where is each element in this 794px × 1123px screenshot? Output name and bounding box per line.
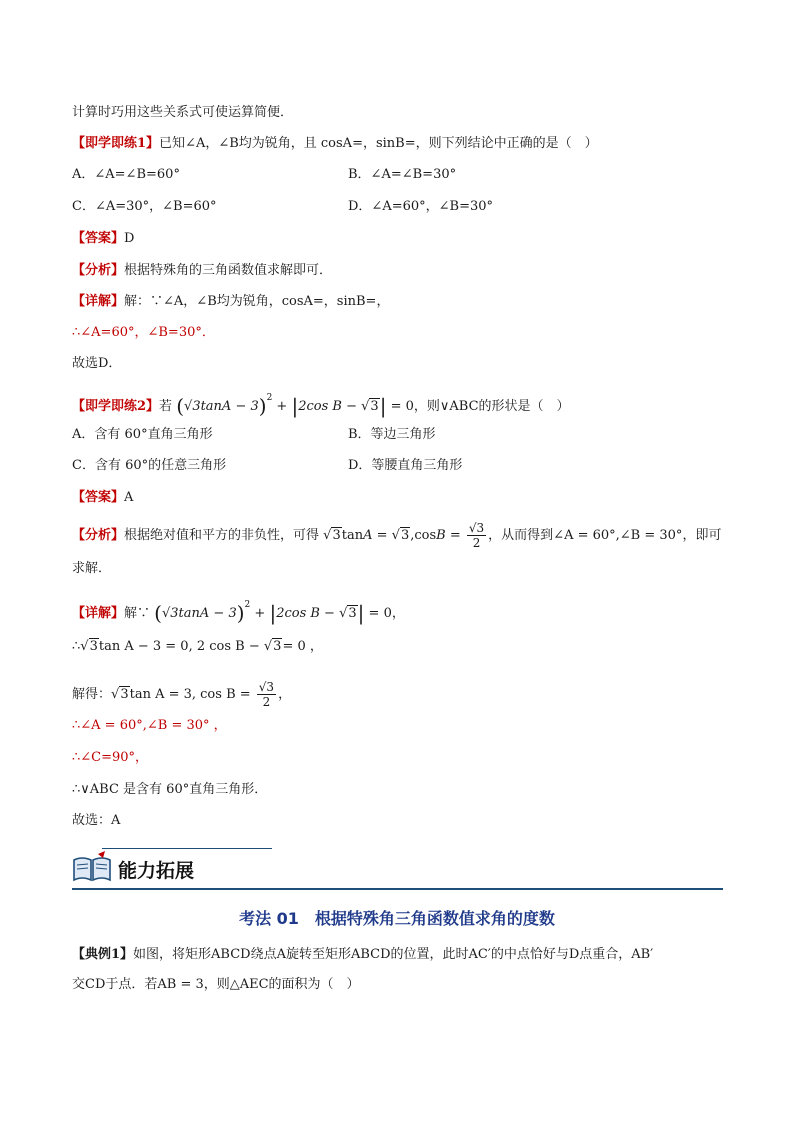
example-line2: 交CD于点．若AB = 3，则△AEC的面积为（ ） <box>72 977 360 992</box>
q1-detail-text: 解：∵∠A，∠B均为锐角，cosA=，sinB=， <box>124 294 390 309</box>
q2-analysis: 【分析】根据绝对值和平方的非负性，可得 √3tanA = √3,cosB = $\frac{√3}{2}$ ，从而得到∠A = 60°,∠B = 30°，即可 <box>72 521 722 550</box>
q1-analysis <box>72 262 332 280</box>
q2-choose: 故选：A <box>72 813 121 828</box>
q2-tag: 【即学即练2】 <box>72 399 160 414</box>
q2-option-c: C．含有 60°的任意三角形 <box>72 458 227 473</box>
q1-answer-tag: 【答案】 <box>72 231 125 246</box>
q2-step4: ∴∠C=90°， <box>72 750 149 765</box>
q2-answer-value: A <box>124 490 134 505</box>
example-line1 <box>72 946 653 964</box>
q1-answer-value: D <box>124 231 135 246</box>
q2-detail-expr-c: 3 <box>348 606 357 621</box>
q2-stem-post: = 0，则∨ABC的形状是（ ） <box>390 399 570 414</box>
q1-analysis-tag: 【分析】 <box>72 263 125 278</box>
q1-detail <box>72 293 389 311</box>
q2-option-a: A．含有 60°直角三角形 <box>72 427 213 442</box>
q2-stem-line: 【即学即练2】若 $(√3\tan A - 3)^2 + |2\cos$ B − √3| = 0，则∨ABC的形状是（ ） <box>72 393 570 418</box>
q2-option-d: D．等腰直角三角形 <box>348 458 463 473</box>
intro-text: 计算时巧用这些关系式可使运算简便． <box>72 105 294 120</box>
q2-detail: 【详解】解∵ $(√3\tan A - 3)^2 + |2\cos$ B − √3| = 0， <box>72 600 405 625</box>
ability-banner <box>72 848 723 890</box>
q2-step1-end: = 0 ， <box>282 639 323 654</box>
q1-option-d: D．∠A=60°，∠B=30° <box>348 199 494 214</box>
q1-tag: 【即学即练1】 <box>72 136 160 151</box>
q2-answer <box>72 489 133 507</box>
q1-option-b: B．∠A=∠B=30° <box>348 167 457 182</box>
q2-step2-pre: 解得： <box>72 687 112 702</box>
section-title: 考法 01 根据特殊角三角函数值求角的度数 <box>239 909 555 928</box>
q2-analysis-pre: 根据绝对值和平方的非负性，可得 <box>124 528 320 543</box>
q1-stem-line <box>72 135 598 153</box>
q2-detail-pre: 解∵ <box>124 606 151 621</box>
open-book-icon <box>72 850 112 888</box>
q2-answer-tag: 【答案】 <box>72 490 125 505</box>
q2-analysis-cont: 求解． <box>72 561 112 576</box>
q1-option-a: A．∠A=∠B=60° <box>72 167 180 182</box>
q1-detail-tag: 【详解】 <box>72 294 125 309</box>
q2-detail-tag: 【详解】 <box>72 606 125 621</box>
example-tag: 【典例1】 <box>72 947 134 962</box>
q1-analysis-text: 根据特殊角的三角函数值求解即可． <box>124 263 333 278</box>
q2-expr-c: 3 <box>370 399 379 414</box>
q1-stem: 已知∠A，∠B均为锐角，且 cosA=，sinB=，则下列结论中正确的是（ ） <box>159 136 598 151</box>
q2-step1-text: tan A − 3 = 0, 2 cos B − <box>98 639 264 654</box>
q2-step3: ∴∠A = 60°,∠B = 30° ， <box>72 718 227 733</box>
q2-analysis-mid: ，从而得到 <box>488 528 554 543</box>
q1-choose: 故选D． <box>72 356 122 371</box>
q2-detail-expr-a: 3tanA − 3 <box>170 606 237 621</box>
q1-detail-result: ∴∠A=60°，∠B=30°． <box>72 325 215 340</box>
q2-analysis-angles: ∠A = 60°,∠B = 30° <box>553 528 683 543</box>
q2-step1: ∴√3tan A − 3 = 0, 2 cos B − √3= 0 ， <box>72 639 323 654</box>
q2-stem-pre: 若 <box>159 399 173 414</box>
q1-answer <box>72 230 134 248</box>
q2-detail-expr-b: 2cos B − <box>276 606 340 621</box>
q2-analysis-post: ，即可 <box>682 528 722 543</box>
q2-step2-text: tan A = 3, cos B = <box>129 687 255 702</box>
banner-top-rule <box>102 848 272 849</box>
q1-option-c: C．∠A=30°，∠B=60° <box>72 199 217 214</box>
q2-analysis-tag: 【分析】 <box>72 528 125 543</box>
q2-expr-a: 3tanA − 3 <box>192 399 259 414</box>
banner-title: 能力拓展 <box>118 860 195 882</box>
q2-expr-b: 2cos B − <box>298 399 362 414</box>
q2-step5: ∴∨ABC 是含有 60°直角三角形． <box>72 782 268 797</box>
q2-option-b: B．等边三角形 <box>348 427 436 442</box>
example-text1: 如图，将矩形ABCD绕点A旋转至矩形ABCD的位置，此时AC′的中点恰好与D点重合，AB′ <box>133 947 654 962</box>
q2-step2: 解得：√3tan A = 3, cos B = $\frac{√3}{2}$ ， <box>72 680 292 709</box>
